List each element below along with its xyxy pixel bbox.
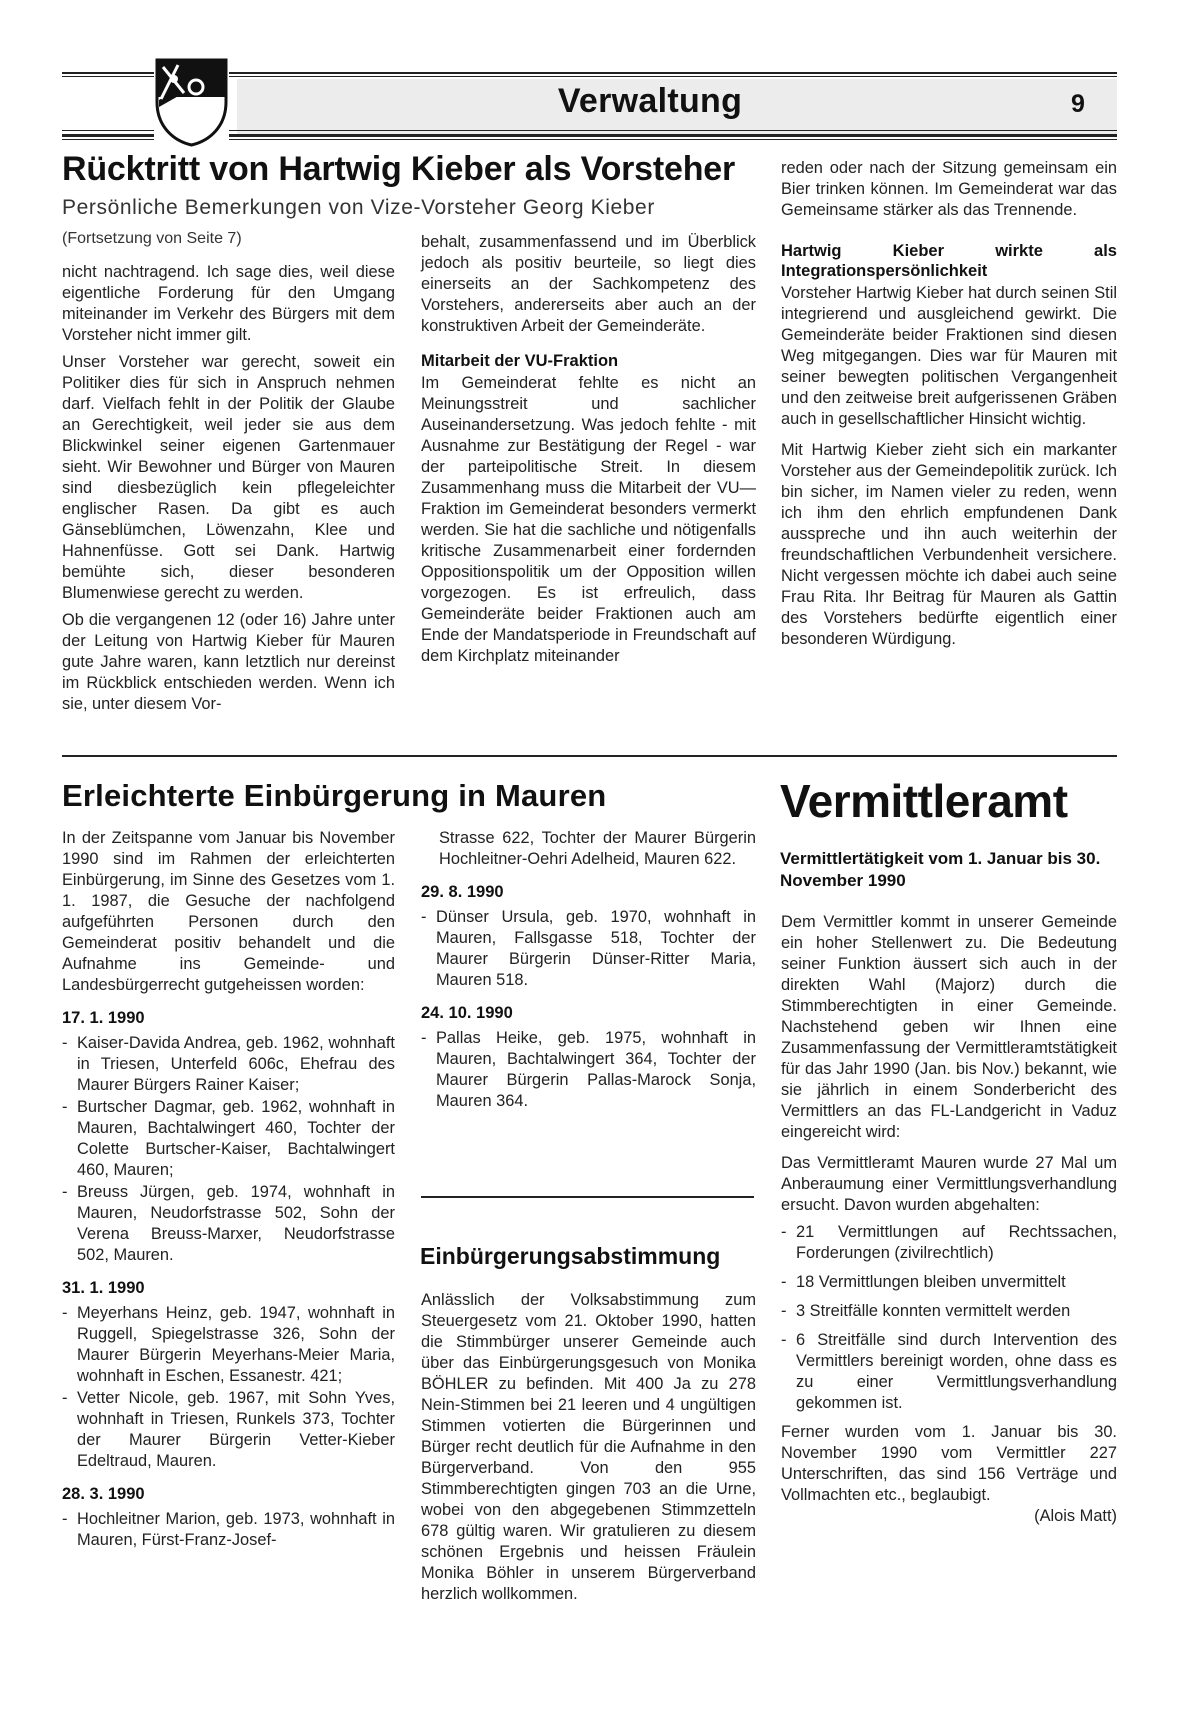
- date-heading: 17. 1. 1990: [62, 1009, 145, 1027]
- paragraph: In der Zeitspanne vom Januar bis November 1990 sind im Rahmen der erleichterten Einbürgerung, im Sinne des Gesetzes vom 1. 1. 1987, die Gesuche der nachfolgend aufgeführten Personen durch den Gemeinderat positiv behandelt und die Aufnahme ins Gemeinde- und Landesbürgerrecht gutgeheissen worden:: [62, 829, 395, 994]
- vote-column: [421, 1290, 756, 1611]
- article-title-vote: Einbürgerungsabstimmung: [420, 1243, 721, 1269]
- name-list: [62, 1509, 395, 1551]
- date-heading: 29. 8. 1990: [421, 883, 504, 901]
- resignation-column-2: [421, 232, 756, 673]
- list-item: - Breuss Jürgen, geb. 1974, wohnhaft in Mauren, Neudorfstrasse 502, Sohn der Verena Breuss-Marxer, Neudorfstrasse 502, Mauren.: [62, 1182, 395, 1266]
- list-item: - Vetter Nicole, geb. 1967, mit Sohn Yves, wohnhaft in Triesen, Runkels 373, Tochter der Maurer Bürgerin Vetter-Kieber Edeltraud, Mauren.: [62, 1388, 395, 1472]
- name-list: [421, 907, 756, 991]
- paragraph: Das Vermittleramt Mauren wurde 27 Mal um Anberaumung einer Vermittlungsverhandlung ersucht. Davon wurden abgehalten:: [781, 1154, 1117, 1214]
- article-title-mediation: Vermittleramt: [780, 775, 1068, 827]
- article-subtitle-resignation: Persönliche Bemerkungen von Vize-Vorsteher Georg Kieber: [62, 196, 655, 219]
- list-item: - Burtscher Dagmar, geb. 1962, wohnhaft in Mauren, Bachtalwingert 460, Tochter der Colette Burtscher-Kaiser, Bachtalwingert 460, Mauren;: [62, 1097, 395, 1181]
- name-list: [62, 1303, 395, 1472]
- naturalization-column-2: [421, 828, 756, 1120]
- paragraph: reden oder nach der Sitzung gemeinsam ein Bier trinken können. Im Gemeinderat war das Gemeinsame stärker als das Trennende.: [781, 159, 1117, 219]
- date-heading: 31. 1. 1990: [62, 1279, 145, 1297]
- list-item: - 6 Streitfälle sind durch Intervention des Vermittlers bereinigt worden, ohne dass es zu einer Vermittlungsverhandlung gekommen ist.: [781, 1330, 1117, 1414]
- article-title-naturalization: Erleichterte Einbürgerung in Mauren: [62, 778, 607, 813]
- page-number: 9: [1071, 90, 1085, 118]
- subheading-integration: Hartwig Kieber wirkte als Integrationspersönlichkeit: [781, 242, 1117, 280]
- continuation-note: (Fortsetzung von Seite 7): [62, 230, 242, 247]
- list-item: - Hochleitner Marion, geb. 1973, wohnhaft in Mauren, Fürst-Franz-Josef-: [62, 1509, 395, 1551]
- resignation-column-3: [781, 158, 1117, 656]
- paragraph: nicht nachtragend. Ich sage dies, weil diese eigentliche Forderung für den Umgang miteinander im Verkehr des Bürgers mit dem Vorsteher nicht immer gilt.: [62, 263, 395, 344]
- list-item: - Kaiser-Davida Andrea, geb. 1962, wohnhaft in Triesen, Unterfeld 606c, Ehefrau des Maurer Bürgers Rainer Kaiser;: [62, 1033, 395, 1096]
- section-divider: [62, 755, 1117, 757]
- list-item: - Pallas Heike, geb. 1975, wohnhaft in Mauren, Bachtalwingert 364, Tochter der Maurer Bürgerin Pallas-Marock Sonja, Mauren 364.: [421, 1028, 756, 1112]
- author-signature: (Alois Matt): [1034, 1507, 1117, 1525]
- section-title: Verwaltung: [557, 82, 743, 120]
- paragraph: Unser Vorsteher war gerecht, soweit ein Politiker dies für sich in Anspruch nehmen darf. Vielfach fehlt in der Politik der Glaube an Gerechtigkeit, weil jeder sie aus dem Blickwinkel seiner eigenen Gartenmauer sieht. Wir Bewohner und Bürger von Mauren sind diesbezüglich kein pflegeleichter englischer Rasen. Da gibt es auch Gänseblümchen, Löwenzahn, Klee und Hahnenfüsse. Gott sei Dank. Hartwig bemühte sich, dieser besonderen Blumenwiese gerecht zu werden.: [62, 353, 395, 602]
- article-subtitle-mediation: Vermittlertätigkeit vom 1. Januar bis 30. November 1990: [780, 849, 1101, 890]
- mediation-column: [781, 912, 1117, 1533]
- date-heading: 24. 10. 1990: [421, 1004, 513, 1022]
- paragraph: Vorsteher Hartwig Kieber hat durch seinen Stil integrierend und ausgleichend gewirkt. Die Gemeinderäte beider Fraktionen sind diesen Weg mitgegangen. Dies war für Mauren mit seiner bewegten politischen Vergangenheit und den zeitweise breit aufgerissenen Gräben auch in gesellschaftlicher Hinsicht wichtig.: [781, 284, 1117, 428]
- naturalization-column-1: [62, 828, 395, 1559]
- paragraph: Ob die vergangenen 12 (oder 16) Jahre unter der Leitung von Hartwig Kieber für Mauren gute Jahre waren, kann letztlich nur dereinst im Rückblick entschieden werden. Wenn ich sie, unter diesem Vor-: [62, 611, 395, 713]
- paragraph: Mit Hartwig Kieber zieht sich ein markanter Vorsteher aus der Gemeindepolitik zurück. Ich bin sicher, im Namen vieler zu reden, wenn ich ihm den ehrlich empfundenen Dank ausspreche und ihn auch weiterhin der freundschaftlichen Verbundenheit versichere. Nicht vergessen möchte ich dabei auch seine Frau Rita. Ihr Beitrag für Mauren als Gattin des Vorstehers bedürfte eigentlich einer besonderen Würdigung.: [781, 441, 1117, 648]
- paragraph: Im Gemeinderat fehlte es nicht an Meinungsstreit und sachlicher Auseinandersetzung. Was jedoch fehlte - mit Ausnahme zur Bestätigung der Regel - war der parteipolitische Streit. In diesem Zusammenhang muss die Mitarbeit der VU—Fraktion im Gemeinderat besonders vermerkt werden. Sie hat die sachliche und nötigenfalls kritische Zusammenarbeit einer fordernden Oppositionspolitik um der Opposition willen vorgezogen. Es ist erfreulich, dass Gemeinderäte beider Fraktionen auch am Ende der Mandatsperiode in Freundschaft auf dem Kirchplatz miteinander: [421, 374, 756, 665]
- paragraph: behalt, zusammenfassend und im Überblick jedoch als positiv beurteile, so liegt dies einerseits an der Sachkompetenz des Vorstehers, andererseits aber auch an der konstruktiven Arbeit der Gemeinderäte.: [421, 233, 756, 335]
- paragraph: Strasse 622, Tochter der Maurer Bürgerin Hochleitner-Oehri Adelheid, Mauren 622.: [439, 829, 756, 868]
- date-heading: 28. 3. 1990: [62, 1485, 145, 1503]
- paragraph: Ferner wurden vom 1. Januar bis 30. November 1990 vom Vermittler 227 Unterschriften, das sind 156 Verträge und Vollmachten etc., beglaubigt.: [781, 1423, 1117, 1504]
- resignation-column-1: [62, 262, 395, 721]
- list-item: - Dünser Ursula, geb. 1970, wohnhaft in Mauren, Fallsgasse 518, Tochter der Maurer Bürgerin Dünser-Ritter Maria, Mauren 518.: [421, 907, 756, 991]
- paragraph: Anlässlich der Volksabstimmung zum Steuergesetz vom 21. Oktober 1990, hatten die Stimmbürger unserer Gemeinde auch über das Einbürgerungsgesuch von Monika BÖHLER zu befinden. Mit 400 Ja zu 278 Nein-Stimmen bei 21 leeren und 4 ungültigen Stimmen votierten die Bürgerinnen und Bürger recht deutlich für die Aufnahme in den Bürgerverband. Von den 955 Stimmberechtigten gingen 703 an die Urne, wobei von den abgegebenen Stimmzetteln 678 gültig waren. Wir gratulieren zu diesem schönen Ergebnis und heissen Fräulein Monika Böhler in unserem Bürgerverband herzlich wollkommen.: [421, 1291, 756, 1603]
- list-item: - 3 Streitfälle konnten vermittelt werden: [781, 1301, 1117, 1322]
- stats-list: [781, 1222, 1117, 1414]
- name-list: [62, 1033, 395, 1266]
- article-divider: [421, 1196, 754, 1198]
- article-title-resignation: Rücktritt von Hartwig Kieber als Vorsteher: [62, 150, 736, 188]
- list-item: - 21 Vermittlungen auf Rechtssachen, Forderungen (zivilrechtlich): [781, 1222, 1117, 1264]
- list-item: - 18 Vermittlungen bleiben unvermittelt: [781, 1272, 1117, 1293]
- subheading-vu-fraktion: Mitarbeit der VU-Fraktion: [421, 352, 619, 370]
- list-item: - Meyerhans Heinz, geb. 1947, wohnhaft in Ruggell, Spiegelstrasse 326, Sohn der Maurer Bürgerin Meyerhans-Meier Maria, wohnhaft in Eschen, Essanestr. 421;: [62, 1303, 395, 1387]
- paragraph: Dem Vermittler kommt in unserer Gemeinde ein hoher Stellenwert zu. Die Bedeutung seiner Funktion äussert sich auch in der direkten Wahl (Majorz) durch die Stimmberechtigten in einer Gemeinde. Nachstehend geben wir Ihnen eine Zusammenfassung der Vermittleramtstätigkeit für das Jahr 1990 (Jan. bis Nov.) bekannt, wie sie jährlich in einem Sonderbericht des Vermittlers an das FL-Landgericht in Vaduz eingereicht wird:: [781, 913, 1117, 1141]
- municipal-coat-of-arms-icon: [154, 57, 229, 147]
- name-list: [421, 1028, 756, 1112]
